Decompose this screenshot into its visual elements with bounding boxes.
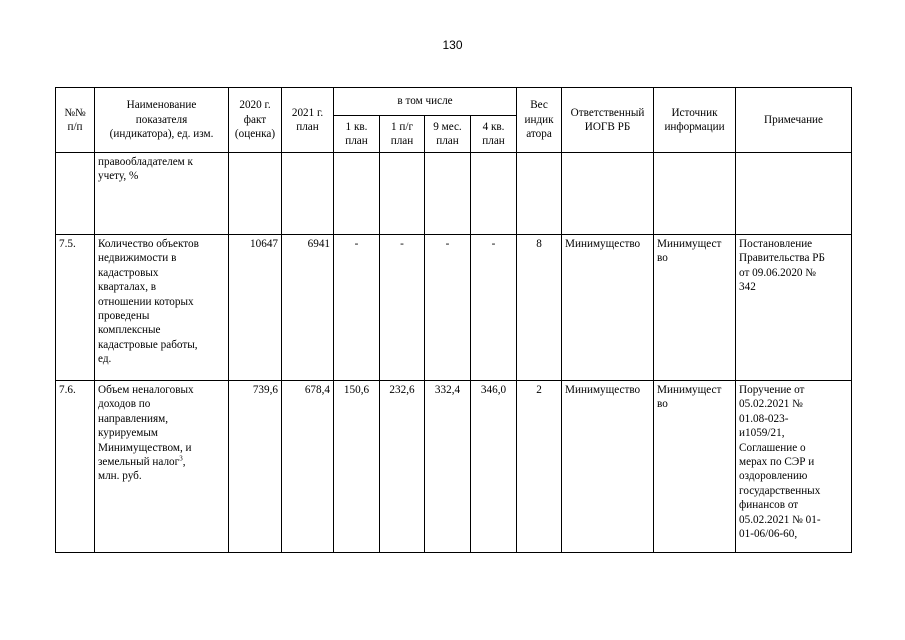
cell-m9: 332,4 <box>425 381 471 553</box>
header-fact-2020: 2020 г. факт (оценка) <box>229 88 282 153</box>
header-num: №№ п/п <box>56 88 95 153</box>
table-row <box>56 235 852 381</box>
cell-plan-2021: 6941 <box>282 235 334 381</box>
cell-q4: - <box>471 235 517 381</box>
cell-note: Постановление Правительства РБ от 09.06.2020 № 342 <box>736 235 852 381</box>
cell-note <box>736 153 852 235</box>
cell-fact-2020: 10647 <box>229 235 282 381</box>
header-plan-2021: 2021 г. план <box>282 88 334 153</box>
cell-q4: 346,0 <box>471 381 517 553</box>
cell-responsible: Минимущество <box>562 381 654 553</box>
cell-weight: 2 <box>517 381 562 553</box>
cell-fact-2020 <box>229 153 282 235</box>
cell-num <box>56 153 95 235</box>
table-row <box>56 381 852 553</box>
cell-name: правообладателем к учету, % <box>95 153 229 235</box>
cell-weight: 8 <box>517 235 562 381</box>
header-q1: 1 кв. план <box>334 116 380 153</box>
header-responsible: Ответственный ИОГВ РБ <box>562 88 654 153</box>
indicators-table <box>55 87 852 553</box>
footnote-marker: 3 <box>179 454 183 463</box>
cell-fact-2020: 739,6 <box>229 381 282 553</box>
cell-responsible: Минимущество <box>562 235 654 381</box>
cell-m9: - <box>425 235 471 381</box>
cell-responsible <box>562 153 654 235</box>
cell-name: Количество объектов недвижимости в кадастровых кварталах, в отношении которых проведены комплексные кадастровые работы, ед. <box>95 235 229 381</box>
header-weight: Вес индик атора <box>517 88 562 153</box>
cell-name-tail: , млн. руб. <box>98 456 186 483</box>
header-h1: 1 п/г план <box>380 116 425 153</box>
header-name: Наименование показателя (индикатора), ед. изм. <box>95 88 229 153</box>
cell-q4 <box>471 153 517 235</box>
cell-h1: - <box>380 235 425 381</box>
cell-source <box>654 153 736 235</box>
cell-m9 <box>425 153 471 235</box>
cell-weight <box>517 153 562 235</box>
cell-plan-2021: 678,4 <box>282 381 334 553</box>
header-row-top <box>56 88 852 116</box>
header-note: Примечание <box>736 88 852 153</box>
cell-num: 7.6. <box>56 381 95 553</box>
page-number: 130 <box>442 38 463 52</box>
cell-source: Минимущест во <box>654 381 736 553</box>
cell-name <box>95 381 229 553</box>
table-row <box>56 153 852 235</box>
header-q4: 4 кв. план <box>471 116 517 153</box>
cell-plan-2021 <box>282 153 334 235</box>
header-including: в том числе <box>334 88 517 116</box>
cell-name-main: Объем неналоговых доходов по направлениям, курируемым Минимуществом, и земельный налог <box>98 384 194 469</box>
cell-num: 7.5. <box>56 235 95 381</box>
cell-q1: - <box>334 235 380 381</box>
cell-h1: 232,6 <box>380 381 425 553</box>
cell-note: Поручение от 05.02.2021 № 01.08-023- и1059/21, Соглашение о мерах по СЭР и оздоровлению государственных финансов от 05.02.2021 № 01- 01-06/06-60, <box>736 381 852 553</box>
cell-h1 <box>380 153 425 235</box>
header-source: Источник информации <box>654 88 736 153</box>
header-m9: 9 мес. план <box>425 116 471 153</box>
cell-source: Минимущест во <box>654 235 736 381</box>
cell-q1: 150,6 <box>334 381 380 553</box>
cell-q1 <box>334 153 380 235</box>
